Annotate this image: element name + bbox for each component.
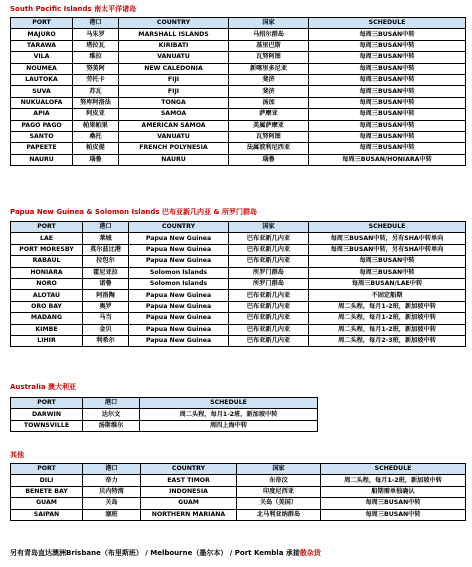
- table-cell: 每周三BUSAN中转: [309, 52, 466, 63]
- table-cell: NORO: [11, 278, 83, 289]
- column-header: SCHEDULE: [321, 464, 466, 475]
- table-cell: TARAWA: [11, 40, 73, 51]
- footer-note: [10, 548, 321, 558]
- table-cell: 巴布亚新几内亚: [229, 256, 309, 267]
- table-cell: 拉包尔: [83, 256, 129, 267]
- table-cell: 每周三BUSAN中转: [321, 509, 466, 520]
- table-cell: 莱城: [83, 233, 129, 244]
- table-cell: APIA: [11, 109, 73, 120]
- table-cell: MAJURO: [11, 29, 73, 40]
- table-cell: DARWIN: [11, 409, 83, 420]
- table-cell: DILI: [11, 475, 83, 486]
- table-cell: 塔拉瓦: [73, 40, 119, 51]
- table-cell: NAURU: [119, 154, 229, 165]
- table-cell: KIRIBATI: [119, 40, 229, 51]
- table-cell: FRENCH POLYNESIA: [119, 143, 229, 154]
- table-cell: AMERICAN SAMOA: [119, 120, 229, 131]
- table-row: [11, 143, 466, 154]
- table-cell: 每周三BUSAN中转: [309, 143, 466, 154]
- table-cell: NAURU: [11, 154, 73, 165]
- table-cell: 每周三BUSAN/HONIARA中转: [309, 154, 466, 165]
- table-cell: 萨摩亚: [229, 109, 309, 120]
- table-cell: 努美阿: [73, 63, 119, 74]
- table-cell: 巴布亚新几内亚: [229, 301, 309, 312]
- table-cell: TOWNSVILLE: [11, 420, 83, 431]
- column-header: COUNTRY: [129, 222, 229, 233]
- table-cell: 汤斯维尔: [83, 420, 140, 431]
- table-row: [11, 52, 466, 63]
- table-cell: NUKUALOFA: [11, 97, 73, 108]
- section-title-south-pacific: South Pacific Islands 南太平洋诸岛: [10, 5, 137, 13]
- table-cell: 新喀里多尼亚: [229, 63, 309, 74]
- table-cell: LIHIR: [11, 335, 83, 346]
- table-cell: 印度尼西亚: [237, 486, 321, 497]
- table-row: [11, 63, 466, 74]
- column-header: 国家: [229, 18, 309, 29]
- table-cell: 奥罗: [83, 301, 129, 312]
- table-row: [11, 154, 466, 165]
- table-row: [11, 301, 466, 312]
- table-header-row: [11, 398, 318, 409]
- table-row: [11, 498, 466, 509]
- table-cell: ORO BAY: [11, 301, 83, 312]
- table-cell: 瑙鲁: [73, 154, 119, 165]
- section-title-other: 其他: [10, 451, 24, 459]
- table-cell: 莫尔兹比港: [83, 244, 129, 255]
- table-cell: VILA: [11, 52, 73, 63]
- table-cell: 贝内特湾: [83, 486, 141, 497]
- table-cell: 每周三BUSAN中转: [309, 131, 466, 142]
- table-row: [11, 324, 466, 335]
- table-cell: 塞班: [83, 509, 141, 520]
- table-cell: 阿皮亚: [73, 109, 119, 120]
- table-cell: 汤加: [229, 97, 309, 108]
- table-cell: 周二头程，每月1-2班，新加坡中转: [309, 313, 466, 324]
- table-cell: 桑托: [73, 131, 119, 142]
- table-cell: INDONESIA: [141, 486, 237, 497]
- table-cell: 周四上海中转: [140, 420, 318, 431]
- column-header: 国家: [237, 464, 321, 475]
- table-cell: 每周三BUSAN中转: [309, 267, 466, 278]
- table-cell: Papua New Guinea: [129, 233, 229, 244]
- table-cell: 瑙鲁: [229, 154, 309, 165]
- table-cell: 每周三BUSAN中转: [309, 74, 466, 85]
- table-cell: Papua New Guinea: [129, 290, 229, 301]
- table-png-solomon: [10, 221, 466, 347]
- table-cell: 周二头程，每月1-2班，新加坡中转: [309, 324, 466, 335]
- table-cell: FIJI: [119, 74, 229, 85]
- table-cell: FIJI: [119, 86, 229, 97]
- table-row: [11, 131, 466, 142]
- table-cell: 斐济: [229, 74, 309, 85]
- table-row: [11, 74, 466, 85]
- table-cell: 周二头程，每月1-2班，新加坡中转: [140, 409, 318, 420]
- column-header: PORT: [11, 464, 83, 475]
- table-cell: 霍尼亚拉: [83, 267, 129, 278]
- table-cell: HONIARA: [11, 267, 83, 278]
- table-cell: 每周三BUSAN中转: [309, 63, 466, 74]
- table-row: [11, 278, 466, 289]
- table-cell: Papua New Guinea: [129, 301, 229, 312]
- table-cell: Papua New Guinea: [129, 335, 229, 346]
- table-row: [11, 409, 318, 420]
- table-cell: 利希尔: [83, 335, 129, 346]
- table-cell: 帝力: [83, 475, 141, 486]
- table-cell: 马绍尔群岛: [229, 29, 309, 40]
- table-cell: 巴布亚新几内亚: [229, 233, 309, 244]
- table-cell: 船期需单独确认: [321, 486, 466, 497]
- table-cell: 劳托卡: [73, 74, 119, 85]
- table-cell: 达尔文: [83, 409, 140, 420]
- table-cell: 北马利亚纳群岛: [237, 509, 321, 520]
- table-cell: 马朱罗: [73, 29, 119, 40]
- table-row: [11, 244, 466, 255]
- table-cell: 巴布亚新几内亚: [229, 324, 309, 335]
- table-cell: 每周三BUSAN中转: [309, 29, 466, 40]
- table-cell: 每周三BUSAN中转: [309, 97, 466, 108]
- table-cell: Solomon Islands: [129, 267, 229, 278]
- table-cell: 马当: [83, 313, 129, 324]
- table-cell: SAIPAN: [11, 509, 83, 520]
- table-cell: SANTO: [11, 131, 73, 142]
- table-cell: 巴布亚新几内亚: [229, 335, 309, 346]
- table-cell: 周二头程，每月1-2班，新加坡中转: [309, 301, 466, 312]
- column-header: 港口: [83, 398, 140, 409]
- table-row: [11, 475, 466, 486]
- column-header: COUNTRY: [141, 464, 237, 475]
- table-row: [11, 256, 466, 267]
- table-cell: 周二头程，每月1-2班，新加坡中转: [321, 475, 466, 486]
- table-cell: Papua New Guinea: [129, 324, 229, 335]
- table-cell: PAPEETE: [11, 143, 73, 154]
- table-other: [10, 463, 466, 521]
- table-cell: ALOTAU: [11, 290, 83, 301]
- table-cell: 每周三BUSAN中转，另有SHA中转单向: [309, 233, 466, 244]
- table-row: [11, 120, 466, 131]
- table-cell: LAE: [11, 233, 83, 244]
- table-cell: NORTHERN MARIANA: [141, 509, 237, 520]
- table-cell: 金贝: [83, 324, 129, 335]
- table-row: [11, 109, 466, 120]
- table-cell: 每周三BUSAN中转: [309, 256, 466, 267]
- column-header: SCHEDULE: [309, 222, 466, 233]
- footer-highlight: 散杂货: [299, 549, 321, 557]
- table-row: [11, 267, 466, 278]
- column-header: SCHEDULE: [309, 18, 466, 29]
- table-cell: 法属波利尼西亚: [229, 143, 309, 154]
- table-cell: 每周三BUSAN/LAE中转: [309, 278, 466, 289]
- table-row: [11, 335, 466, 346]
- section-title-australia: Australia 澳大利亚: [10, 383, 77, 391]
- table-cell: 关岛: [83, 498, 141, 509]
- table-cell: PAGO PAGO: [11, 120, 73, 131]
- table-row: [11, 509, 466, 520]
- table-cell: 阿洛陶: [83, 290, 129, 301]
- table-cell: KIMBE: [11, 324, 83, 335]
- section-title-png-solomon: Papua New Guinea & Solomon Islands 巴布亚新几内亚 & 所罗门群岛: [10, 208, 257, 216]
- table-cell: VANUATU: [119, 52, 229, 63]
- column-header: COUNTRY: [119, 18, 229, 29]
- table-cell: RABAUL: [11, 256, 83, 267]
- table-cell: Papua New Guinea: [129, 256, 229, 267]
- table-cell: SUVA: [11, 86, 73, 97]
- table-cell: 所罗门群岛: [229, 267, 309, 278]
- column-header: PORT: [11, 398, 83, 409]
- table-south-pacific: [10, 17, 466, 166]
- table-cell: 基里巴斯: [229, 40, 309, 51]
- table-row: [11, 486, 466, 497]
- table-cell: 每周三BUSAN中转: [321, 498, 466, 509]
- table-row: [11, 233, 466, 244]
- table-cell: 每周三BUSAN中转: [309, 120, 466, 131]
- table-cell: 每周三BUSAN中转: [309, 40, 466, 51]
- table-cell: 每周三BUSAN中转: [309, 109, 466, 120]
- table-cell: 每周三BUSAN中转，另有SHA中转单向: [309, 244, 466, 255]
- column-header: 港口: [73, 18, 119, 29]
- table-cell: 帕果帕果: [73, 120, 119, 131]
- table-row: [11, 29, 466, 40]
- table-cell: 巴布亚新几内亚: [229, 313, 309, 324]
- table-cell: 瓦努阿图: [229, 131, 309, 142]
- table-cell: 斐济: [229, 86, 309, 97]
- table-row: [11, 86, 466, 97]
- table-cell: MARSHALL ISLANDS: [119, 29, 229, 40]
- table-cell: VANUATU: [119, 131, 229, 142]
- column-header: PORT: [11, 18, 73, 29]
- table-australia: [10, 397, 318, 432]
- table-cell: 关岛（美国）: [237, 498, 321, 509]
- table-cell: NEW CALEDONIA: [119, 63, 229, 74]
- table-cell: 瓦努阿图: [229, 52, 309, 63]
- table-cell: 苏瓦: [73, 86, 119, 97]
- table-cell: BENETE BAY: [11, 486, 83, 497]
- table-cell: GUAM: [141, 498, 237, 509]
- table-cell: 帕皮提: [73, 143, 119, 154]
- table-header-row: [11, 222, 466, 233]
- table-cell: Solomon Islands: [129, 278, 229, 289]
- table-row: [11, 290, 466, 301]
- table-cell: 巴布亚新几内亚: [229, 244, 309, 255]
- table-cell: 维拉: [73, 52, 119, 63]
- table-cell: PORT MORESBY: [11, 244, 83, 255]
- table-row: [11, 313, 466, 324]
- table-cell: 诺鲁: [83, 278, 129, 289]
- column-header: 港口: [83, 222, 129, 233]
- table-cell: MADANG: [11, 313, 83, 324]
- table-cell: TONGA: [119, 97, 229, 108]
- table-cell: NOUMEA: [11, 63, 73, 74]
- table-row: [11, 420, 318, 431]
- table-cell: 美属萨摩亚: [229, 120, 309, 131]
- table-row: [11, 97, 466, 108]
- table-cell: GUAM: [11, 498, 83, 509]
- table-cell: Papua New Guinea: [129, 244, 229, 255]
- table-cell: 努库阿洛法: [73, 97, 119, 108]
- column-header: SCHEDULE: [140, 398, 318, 409]
- table-cell: SAMOA: [119, 109, 229, 120]
- table-header-row: [11, 18, 466, 29]
- table-cell: 每周三BUSAN中转: [309, 86, 466, 97]
- column-header: 港口: [83, 464, 141, 475]
- table-cell: 周二头程，每月2-3班，新加坡中转: [309, 335, 466, 346]
- column-header: PORT: [11, 222, 83, 233]
- table-cell: 所罗门群岛: [229, 278, 309, 289]
- table-cell: 巴布亚新几内亚: [229, 290, 309, 301]
- table-cell: 东帝汶: [237, 475, 321, 486]
- table-cell: EAST TIMOR: [141, 475, 237, 486]
- column-header: 国家: [229, 222, 309, 233]
- table-cell: Papua New Guinea: [129, 313, 229, 324]
- table-cell: 不固定船期: [309, 290, 466, 301]
- table-cell: LAUTOKA: [11, 74, 73, 85]
- table-header-row: [11, 464, 466, 475]
- footer-text: 另有青岛直达澳洲Brisbane（布里斯班） / Melbourne（墨尔本） / Port Kembla 承接: [10, 549, 300, 557]
- table-row: [11, 40, 466, 51]
